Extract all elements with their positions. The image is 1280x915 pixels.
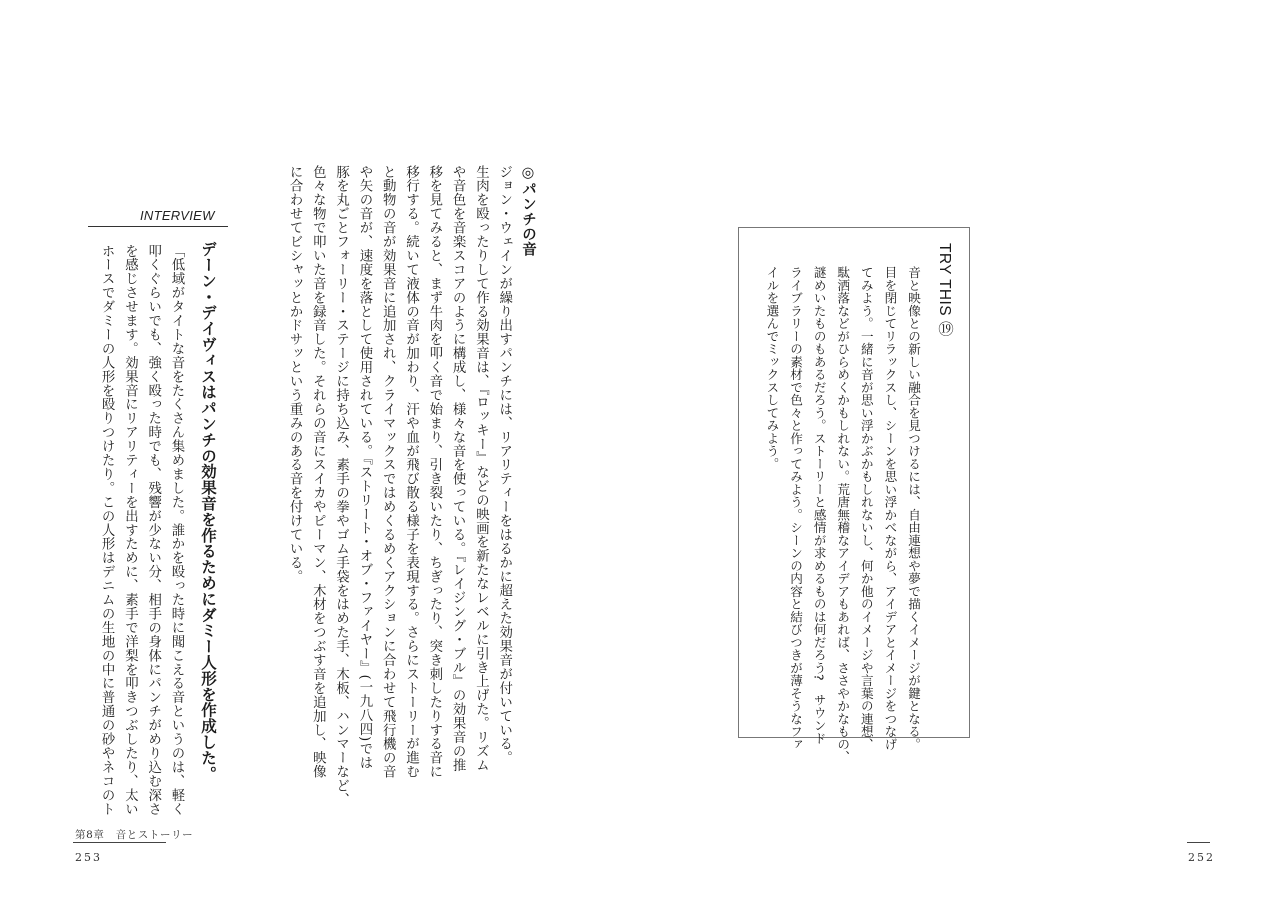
try-line: 駄洒落などがひらめくかもしれない。荒唐無稽なアイデアもあれば、ささやかなもの、 xyxy=(835,266,851,764)
interview-heading: デーン・デイヴィスはパンチの効果音を作るためにダミー人形を作成した。 xyxy=(199,241,217,782)
section-heading: ◎パンチの音 xyxy=(520,165,536,257)
try-line: イルを選んでミックスしてみよう。 xyxy=(764,266,780,470)
body-line: 豚を丸ごとフォーリー・ステージに持ち込み、素手の拳やゴム手袋をはめた手、木板、ハンマーなど、 xyxy=(333,165,349,807)
interview-line: 叩くぐらいでも、強く殴った時でも、残響が少ない分、相手の身体にパンチがめり込む深さ xyxy=(145,244,161,816)
footer-rule xyxy=(73,842,166,843)
interview-text xyxy=(95,244,188,816)
main-text xyxy=(283,165,539,807)
body-line: や矢の音が、速度を落として使用されている。『ストリート・オブ・ファイヤー』(一九八四)では xyxy=(356,165,372,770)
body-line: 移を見てみると、まず牛肉を叩く音で始まり、引き裂いたり、ちぎったり、突き刺したりする音に xyxy=(426,165,442,779)
try-line: 音と映像との新しい融合を見つけるには、自由連想や夢で描くイメージが鍵となる。 xyxy=(906,266,921,751)
body-line: 生肉を殴ったりして作る効果音は、『ロッキー』などの映画を新たなレベルに引き上げた。リズム xyxy=(473,165,489,773)
page-number-left: 253 xyxy=(75,851,102,864)
body-line: に合わせてビシャッとかドサッという重みのある音を付けている。 xyxy=(287,165,303,584)
interview-line: を感じさせます。効果音にリアリティーを出すために、素手で洋梨を叩きつぶしたり、太い xyxy=(122,244,138,816)
section-label-interview: INTERVIEW xyxy=(140,208,215,223)
body-line: 色々な物で叩いた音を録音した。それらの音にスイカやピーマン、木材をつぶす音を追加し、映像 xyxy=(310,165,326,779)
try-this-title: TRY THIS ⑲ xyxy=(936,243,953,337)
try-line: 目を閉じてリラックスし、シーンを思い浮かべながら、アイデアとイメージをつなげ xyxy=(882,266,898,751)
try-line: てみよう。一緒に音が思い浮かぶかもしれないし、何か他のイメージや言葉の連想、 xyxy=(858,266,874,751)
try-line: ライブラリーの素材で色々と作ってみよう。シーンの内容と結びつきが薄そうなファ xyxy=(788,266,804,751)
section-divider xyxy=(88,226,228,227)
running-footer-chapter: 第8章 音とストーリー xyxy=(75,829,194,841)
try-line: 謎めいたものもあるだろう。ストーリーと感情が求めるものは何だろう? サウンド xyxy=(811,266,827,745)
body-line: 移行する。続いて液体の音が加わり、汗や血が飛び散る様子を表現する。さらにストーリーが進む xyxy=(403,165,419,779)
body-line: と動物の音が効果音に追加され、クライマックスではめくるめくアクションに合わせて飛行機の音 xyxy=(380,165,396,779)
footer-rule xyxy=(1187,842,1210,843)
interview-line: 「低域がタイトな音をたくさん集めました。誰かを殴った時に聞こえる音というのは、軽く xyxy=(169,244,184,816)
body-line: ジョン・ウェインが繰り出すパンチには、リアリティーをはるかに超えた効果音が付いている。 xyxy=(496,165,512,765)
body-line: や音色を音楽スコアのように構成し、様々な音を使っている。『レイジング・ブル』の効果音の推 xyxy=(450,165,466,773)
try-this-text xyxy=(760,266,925,763)
interview-line: ホースでダミーの人形を殴りつけたり。この人形はデニムの生地の中に普通の砂やネコのト xyxy=(99,244,115,816)
page-number-right: 252 xyxy=(1188,851,1215,864)
